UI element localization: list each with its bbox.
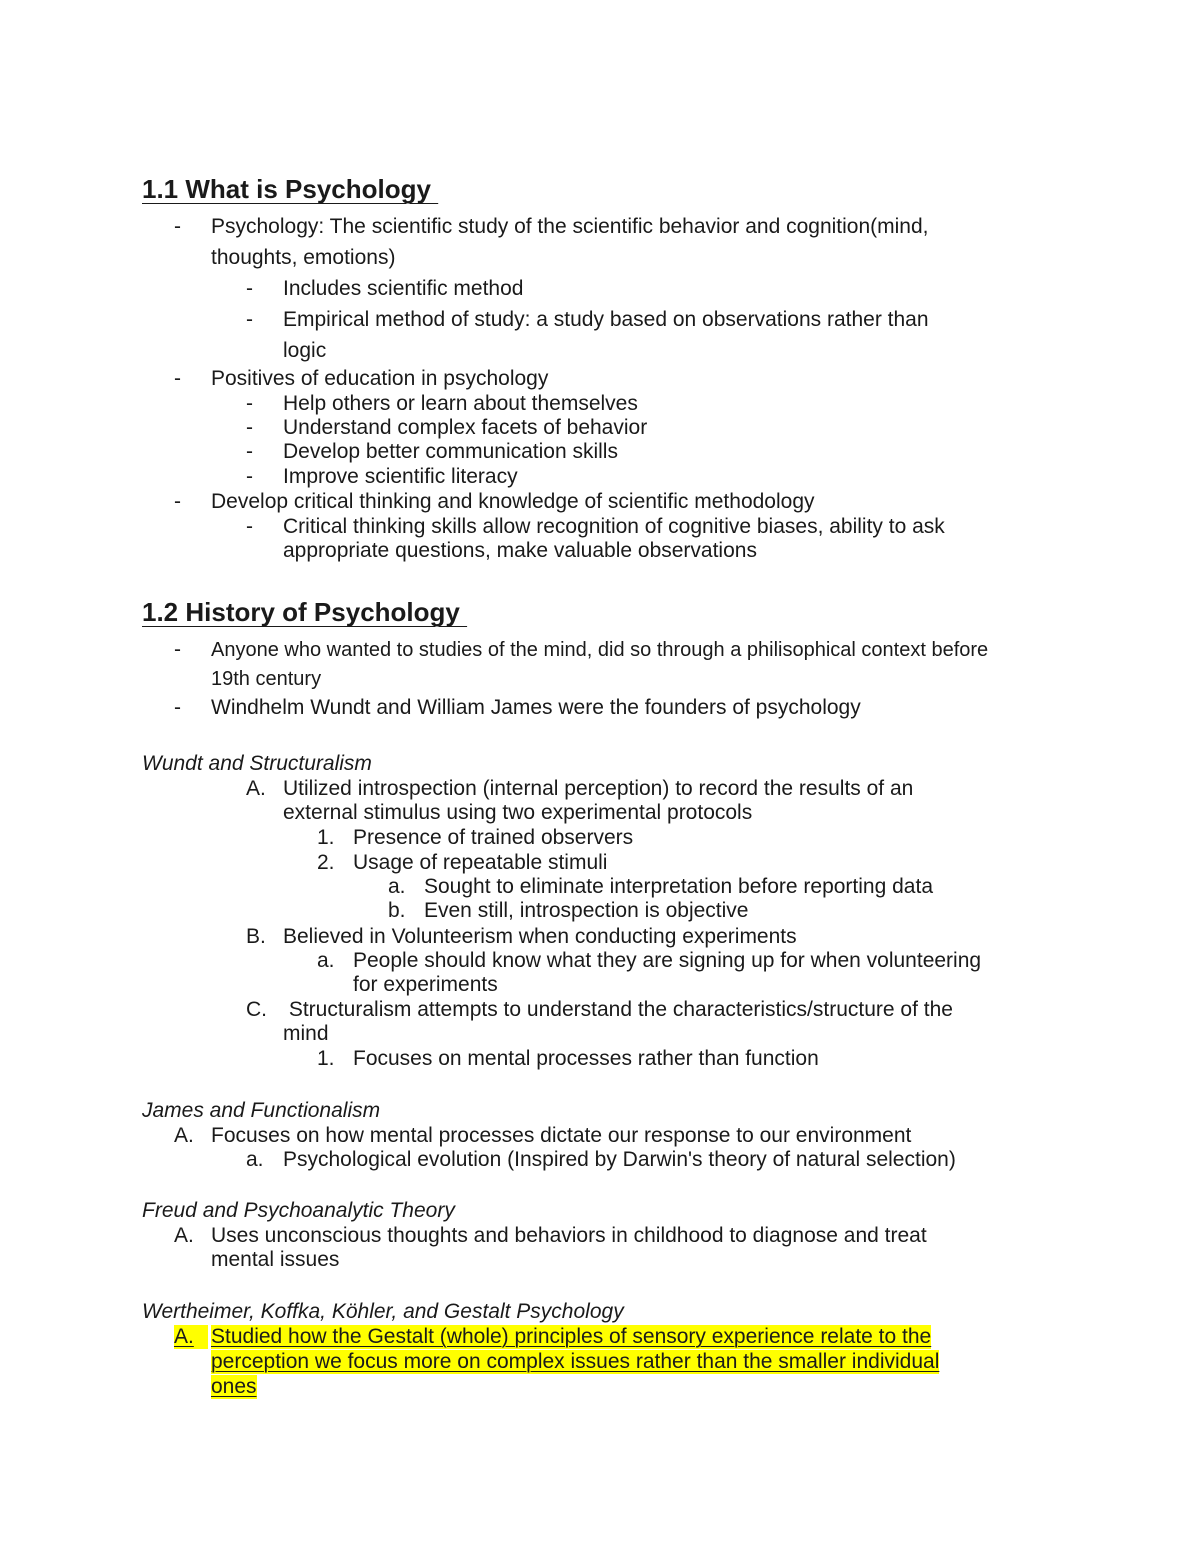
section-heading: 1.2 History of Psychology: [142, 597, 468, 627]
list-marker: 1.: [317, 826, 335, 849]
list-marker: A.: [174, 1325, 208, 1349]
list-item: Develop better communication skills: [283, 440, 618, 463]
dash-bullet: -: [246, 277, 253, 300]
list-item: People should know what they are signing up for when volunteering: [353, 949, 982, 972]
section-heading: 1.1 What is Psychology: [142, 174, 439, 204]
list-item: Improve scientific literacy: [283, 465, 518, 488]
subsection-heading: Wertheimer, Koffka, Köhler, and Gestalt Psychology: [142, 1300, 624, 1323]
list-item: Anyone who wanted to studies of the mind, did so through a philisophical context before: [211, 639, 989, 661]
list-item: Psychology: The scientific study of the scientific behavior and cognition(mind,: [211, 215, 929, 238]
list-item: Understand complex facets of behavior: [283, 416, 648, 439]
list-item-continuation: logic: [283, 339, 327, 362]
list-item: Presence of trained observers: [353, 826, 634, 849]
list-item: Sought to eliminate interpretation before reporting data: [424, 875, 933, 898]
subsection-heading: Wundt and Structuralism: [142, 752, 372, 775]
list-item: Positives of education in psychology: [211, 367, 549, 390]
list-item: Utilized introspection (internal perception) to record the results of an: [283, 777, 914, 800]
list-marker: a.: [388, 875, 406, 898]
subsection-heading: James and Functionalism: [142, 1099, 381, 1122]
list-marker: A.: [174, 1124, 194, 1147]
dash-bullet: -: [246, 392, 253, 415]
list-item: Empirical method of study: a study based on observations rather than: [283, 308, 929, 331]
dash-bullet: -: [246, 440, 253, 463]
list-item: Includes scientific method: [283, 277, 524, 300]
list-item: Critical thinking skills allow recognition of cognitive biases, ability to ask: [283, 515, 945, 538]
list-marker: a.: [317, 949, 335, 972]
list-item: Focuses on mental processes rather than function: [353, 1047, 819, 1070]
list-item-continuation: appropriate questions, make valuable observations: [283, 539, 757, 562]
list-marker: 2.: [317, 851, 335, 874]
list-marker: a.: [246, 1148, 264, 1171]
dash-bullet: -: [174, 367, 181, 390]
list-item: Usage of repeatable stimuli: [353, 851, 608, 874]
list-marker: b.: [388, 899, 406, 922]
list-item-continuation: 19th century: [211, 668, 322, 690]
list-item-continuation: mental issues: [211, 1248, 340, 1271]
highlighted-list-item-continuation: perception we focus more on complex issues rather than the smaller individual: [211, 1350, 940, 1373]
list-item: Uses unconscious thoughts and behaviors in childhood to diagnose and treat: [211, 1224, 927, 1247]
list-item: Windhelm Wundt and William James were the founders of psychology: [211, 696, 861, 719]
subsection-heading: Freud and Psychoanalytic Theory: [142, 1199, 455, 1222]
list-marker: C.: [246, 998, 267, 1021]
dash-bullet: -: [174, 215, 181, 238]
dash-bullet: -: [174, 490, 181, 513]
dash-bullet: -: [174, 696, 181, 719]
dash-bullet: -: [174, 638, 181, 661]
list-item: Even still, introspection is objective: [424, 899, 749, 922]
dash-bullet: -: [246, 416, 253, 439]
dash-bullet: -: [246, 465, 253, 488]
list-item-continuation: external stimulus using two experimental protocols: [283, 801, 753, 824]
dash-bullet: -: [246, 308, 253, 331]
list-item: Help others or learn about themselves: [283, 392, 638, 415]
list-marker: 1.: [317, 1047, 335, 1070]
list-item: Psychological evolution (Inspired by Darwin's theory of natural selection): [283, 1148, 956, 1171]
list-item: Develop critical thinking and knowledge of scientific methodology: [211, 490, 815, 513]
dash-bullet: -: [246, 515, 253, 538]
highlighted-list-item: Studied how the Gestalt (whole) principles of sensory experience relate to the: [211, 1325, 932, 1348]
list-item: Focuses on how mental processes dictate our response to our environment: [211, 1124, 912, 1147]
highlighted-list-item-continuation: ones: [211, 1375, 257, 1398]
list-item-continuation: mind: [283, 1022, 329, 1045]
list-item: Structuralism attempts to understand the characteristics/structure of the: [283, 998, 953, 1021]
list-item-continuation: for experiments: [353, 973, 498, 996]
list-marker: A.: [174, 1224, 194, 1247]
list-item: Believed in Volunteerism when conducting experiments: [283, 925, 797, 948]
list-item-continuation: thoughts, emotions): [211, 246, 396, 269]
list-marker: A.: [246, 777, 266, 800]
list-marker: B.: [246, 925, 266, 948]
